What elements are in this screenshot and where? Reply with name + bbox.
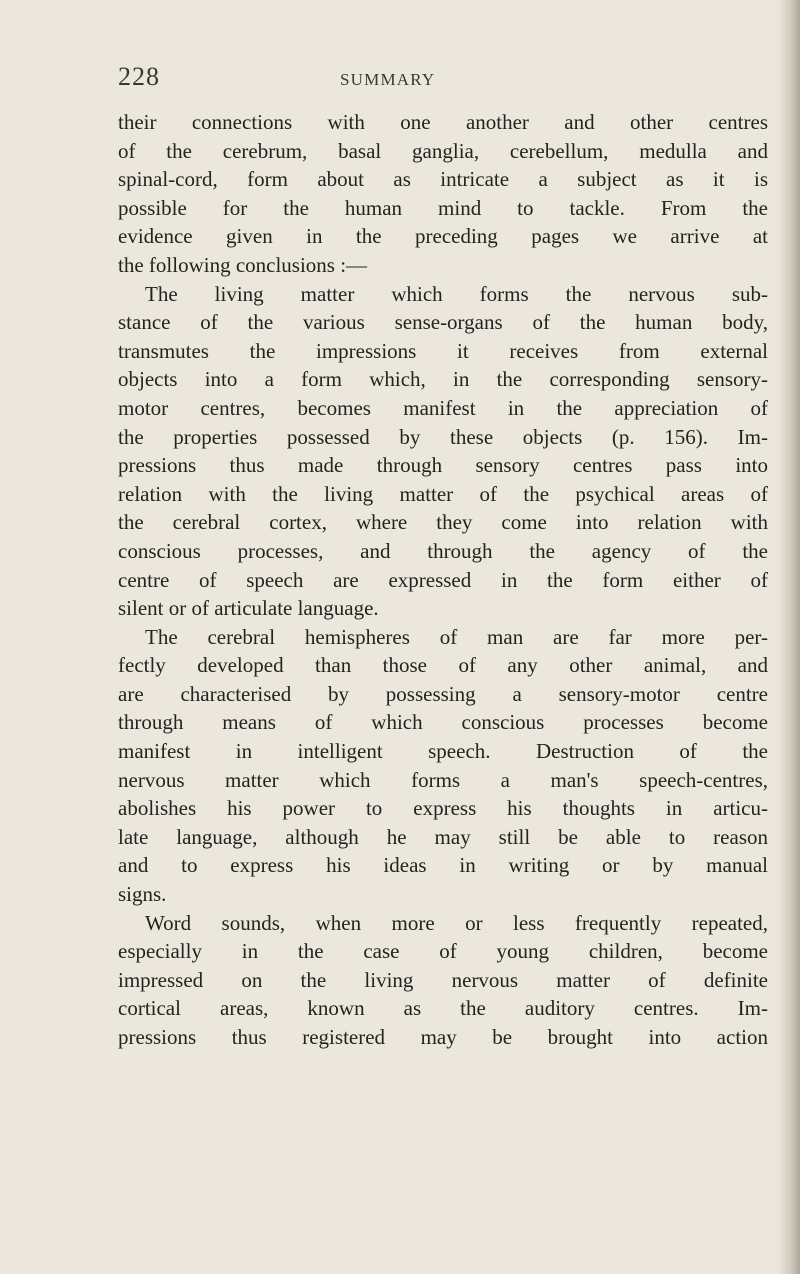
page-edge-shadow [778, 0, 800, 1274]
text-line: pressions thus registered may be brought into action [118, 1025, 768, 1049]
text-line: evidence given in the preceding pages we arrive at [118, 224, 768, 249]
text-line: are characterised by possessing a sensory-motor centre [118, 681, 768, 706]
text-line: conscious processes, and through the agency of the [118, 538, 768, 563]
text-line: signs. [118, 882, 167, 907]
text-line: spinal-cord, form about as intricate a subject as it is [118, 167, 768, 192]
text-line: late language, although he may still be able to reason [118, 824, 768, 849]
text-line: possible for the human mind to tackle. From the [118, 195, 768, 220]
text-line: manifest in intelligent speech. Destruction of the [118, 739, 768, 764]
text-line: their connections with one another and other centres [118, 110, 768, 134]
text-line: motor centres, becomes manifest in the appreciation of [118, 395, 768, 420]
text-line: fectly developed than those of any other animal, and [118, 653, 768, 678]
text-line: objects into a form which, in the corresponding sensory- [118, 367, 768, 392]
text-line: transmutes the impressions it receives from external [118, 338, 768, 363]
text-line: stance of the various sense-organs of the human body, [118, 310, 768, 335]
text-line: and to express his ideas in writing or by manual [118, 853, 768, 878]
text-line: centre of speech are expressed in the form either of [118, 567, 768, 592]
page-number: 228 [118, 62, 160, 91]
text-line: the properties possessed by these objects (p. 156). Im- [118, 424, 768, 449]
text-line: the cerebral cortex, where they come into relation with [118, 510, 768, 535]
text-line: relation with the living matter of the psychical areas of [118, 481, 768, 506]
body-text [118, 108, 768, 1052]
text-line: of the cerebrum, basal ganglia, cerebellum, medulla and [118, 138, 768, 163]
text-line: especially in the case of young children, become [118, 939, 768, 964]
text-line: cortical areas, known as the auditory centres. Im- [118, 996, 768, 1021]
text-line: through means of which conscious processes become [118, 710, 768, 735]
text-line: Word sounds, when more or less frequently repeated, [145, 910, 768, 935]
running-head: SUMMARY [340, 70, 436, 89]
text-line: The living matter which forms the nervous sub- [145, 281, 768, 306]
text-line: silent or of articulate language. [118, 596, 379, 621]
text-line: abolishes his power to express his thoughts in articu- [118, 796, 768, 821]
text-line: pressions thus made through sensory centres pass into [118, 453, 768, 478]
text-line: nervous matter which forms a man's speech-centres, [118, 767, 768, 792]
text-line: impressed on the living nervous matter of definite [118, 967, 768, 992]
text-line: The cerebral hemispheres of man are far more per- [145, 624, 768, 649]
text-line: the following conclusions :— [118, 252, 368, 277]
